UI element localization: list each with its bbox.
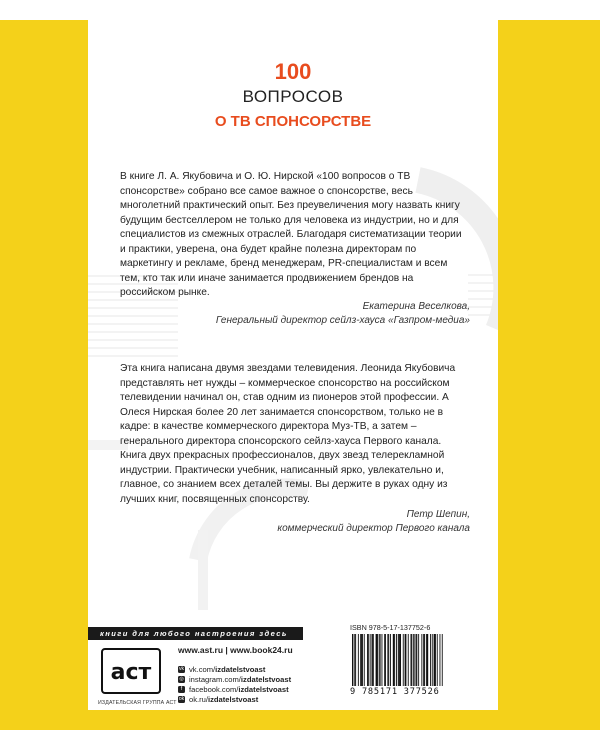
barcode-bar bbox=[377, 634, 378, 686]
barcode-bar bbox=[442, 634, 443, 686]
barcode-bar bbox=[411, 634, 412, 686]
barcode-bar bbox=[426, 634, 427, 686]
barcode-digits: 9 785171 377526 bbox=[350, 687, 440, 697]
barcode-bar bbox=[437, 634, 438, 686]
title-line-3: О ТВ СПОНСОРСТВЕ bbox=[214, 113, 372, 130]
barcode bbox=[350, 634, 445, 688]
barcode-bar bbox=[423, 634, 424, 686]
barcode-bar bbox=[361, 634, 362, 686]
barcode-bar bbox=[399, 634, 400, 686]
vk-icon: vk bbox=[179, 665, 184, 672]
review-1-text: В книге Л. А. Якубовича и О. Ю. Нирской «100 вопросов о ТВ спонсорстве» собрано все самое важное о спонсорстве, весь многолетний практический опыт. Без преувеличения могу назвать книгу будущим бестселлером не только для человека из индустрии, но и для специалистов из смежных отраслей. Благодаря систематизации теории и практики, уверена, она будет крайне полезна директорам по маркетингу и рекламе, бренд менеджерам, PR-специалистам и всем тем, кто так или иначе занимается продвижением брендов на российском рынке. bbox=[120, 171, 462, 298]
barcode-bar bbox=[440, 634, 441, 686]
logo-text: аст bbox=[110, 660, 152, 685]
barcode-bar bbox=[379, 634, 380, 686]
barcode-bar bbox=[416, 634, 417, 686]
barcode-bar bbox=[418, 634, 419, 686]
barcode-bar bbox=[388, 634, 389, 686]
barcode-bar bbox=[400, 634, 401, 686]
title-line-2: ВОПРОСОВ bbox=[242, 87, 344, 106]
barcode-bar bbox=[385, 634, 386, 686]
barcode-bar bbox=[403, 634, 404, 686]
website-links[interactable]: www.ast.ru | www.book24.ru bbox=[178, 645, 293, 655]
review-2-author: Петр Шепин, bbox=[406, 509, 470, 520]
barcode-bar bbox=[382, 634, 383, 686]
review-1-author: Екатерина Веселкова, bbox=[362, 301, 470, 312]
barcode-bar bbox=[432, 634, 433, 686]
isbn-number: ISBN 978-5-17-137752-6 bbox=[350, 623, 431, 632]
social-link-odnoklassniki[interactable]: ok ok.ru/ izdatelstvoast bbox=[178, 694, 259, 704]
ast-logo bbox=[100, 647, 162, 697]
review-2-position: коммерческий директор Первого канала bbox=[277, 523, 470, 534]
barcode-bar bbox=[384, 634, 385, 686]
social-link-instagram[interactable]: ◎ instagram.com/ izdatelstvoast bbox=[179, 674, 292, 684]
barcode-bar bbox=[430, 634, 431, 686]
review-1-position: Генеральный директор сейлз-хауса «Газпром-медиа» bbox=[215, 315, 470, 326]
review-1-signature bbox=[216, 300, 470, 328]
barcode-bar bbox=[358, 634, 359, 686]
title-number: 100 bbox=[274, 59, 312, 84]
barcode-bar bbox=[364, 634, 365, 686]
barcode-bar bbox=[368, 634, 369, 686]
book-title bbox=[88, 60, 498, 132]
barcode-bar bbox=[408, 634, 409, 686]
barcode-bar bbox=[396, 634, 397, 686]
barcode-bar bbox=[413, 634, 414, 686]
barcode-bar bbox=[360, 634, 361, 686]
barcode-bar bbox=[424, 634, 425, 686]
barcode-bar bbox=[354, 634, 355, 686]
barcode-bar bbox=[367, 634, 368, 686]
barcode-bar bbox=[411, 634, 412, 686]
barcode-bar bbox=[352, 634, 353, 686]
publisher-name: ИЗДАТЕЛЬСКАЯ ГРУППА АСТ bbox=[98, 700, 177, 706]
barcode-bar bbox=[376, 634, 377, 686]
barcode-bar bbox=[416, 634, 417, 686]
review-2-signature bbox=[277, 508, 470, 536]
barcode-bar bbox=[390, 634, 391, 686]
social-link-vk[interactable]: vk vk.com/ izdatelstvoast bbox=[179, 664, 266, 674]
barcode-bar bbox=[377, 634, 378, 686]
barcode-bar bbox=[393, 634, 394, 686]
barcode-bar bbox=[370, 634, 371, 686]
social-link-facebook[interactable]: f facebook.com/ izdatelstvoast bbox=[178, 684, 291, 694]
barcode-bar bbox=[372, 634, 373, 686]
barcode-bar bbox=[427, 634, 428, 686]
barcode-bar bbox=[435, 634, 436, 686]
barcode-bar bbox=[398, 634, 399, 686]
barcode-bar bbox=[362, 634, 363, 686]
back-cover-panel bbox=[88, 20, 498, 710]
facebook-icon: f bbox=[178, 686, 185, 693]
social-links bbox=[178, 664, 291, 704]
slogan-banner: книги для любого настроения здесь bbox=[88, 627, 303, 640]
barcode-bar bbox=[405, 634, 406, 686]
barcode-bar bbox=[394, 634, 395, 686]
barcode-bar bbox=[372, 634, 373, 686]
review-2-text: Эта книга написана двумя звездами телевидения. Леонида Якубовича представлять нет нужды – коммерческое спонсорство на российском телевидении начинал он, став одним из пионеров этой профессии. А Олеся Нирская более 20 лет занимается спонсорством, только не в кадре: в качестве коммерческого директора Муз-ТВ, а затем – генерального директора спонсорского сейлз-хауса Первого канала. Книга двух прекрасных профессионалов, двух звезд телерекламной индустрии. Практически учебник, написанный ярко, увлекательно и, главное, со знанием всех деталей темы. Вы держите в руках одну из лучших книг, посвященных спонсорству. bbox=[120, 363, 456, 505]
barcode-bar bbox=[434, 634, 435, 686]
odnoklassniki-icon: ok bbox=[178, 695, 185, 702]
barcode-bar bbox=[421, 634, 422, 686]
instagram-icon: ◎ bbox=[179, 675, 184, 682]
barcode-bar bbox=[406, 634, 407, 686]
barcode-bar bbox=[355, 634, 356, 686]
barcode-bar bbox=[387, 634, 388, 686]
